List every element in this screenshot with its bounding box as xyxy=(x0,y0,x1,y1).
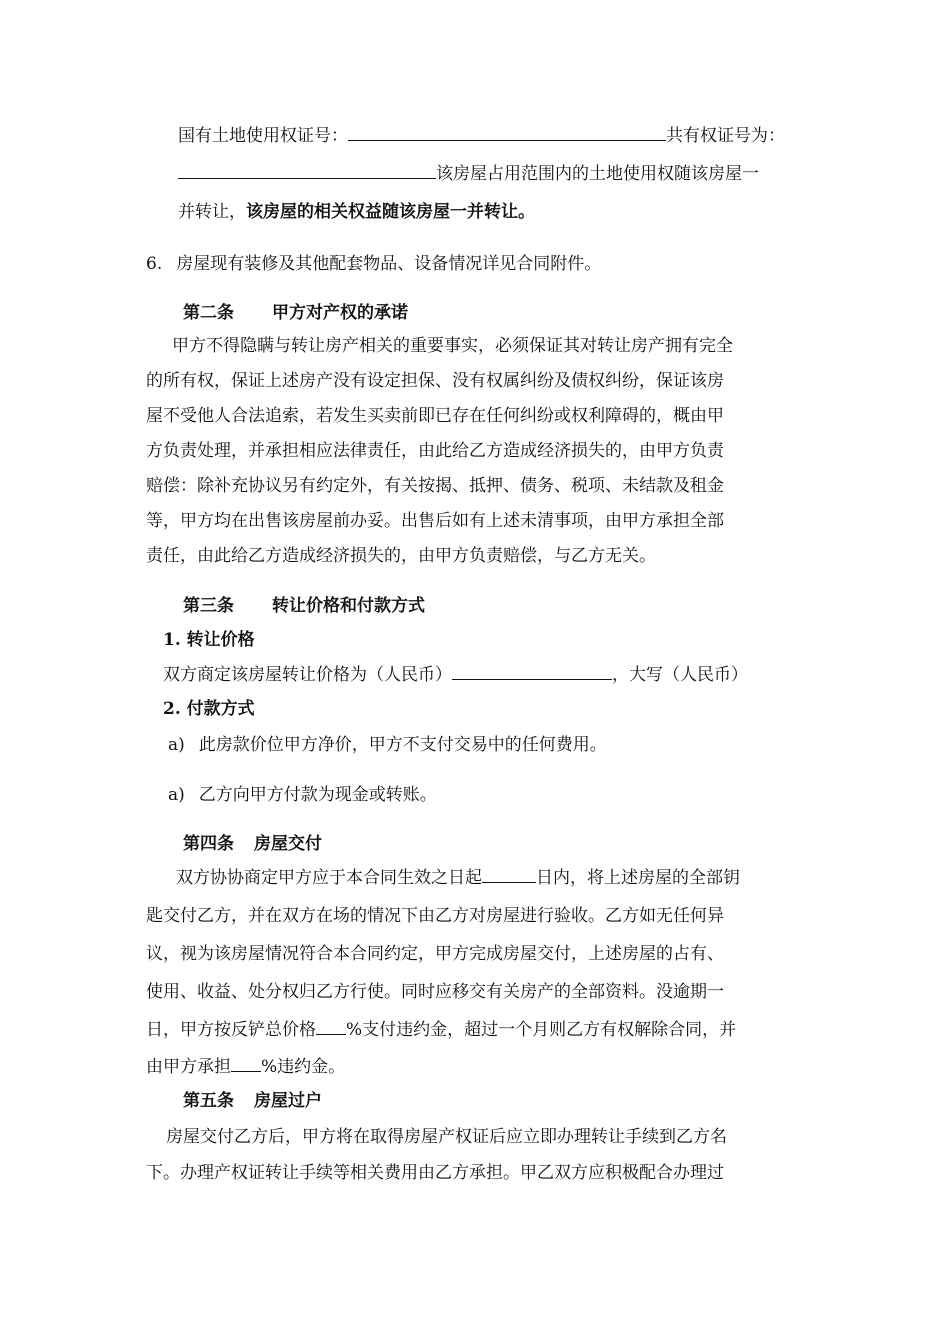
payment-item-2-mark: a) xyxy=(168,785,185,805)
penalty-prefix: 日，甲方按反铲总价格 xyxy=(146,1020,316,1040)
price-suffix: ，大写（人民币） xyxy=(612,665,748,685)
article-3-sub-2: 2. 付款方式 xyxy=(163,699,255,719)
article-4-line-5 xyxy=(146,1018,736,1042)
item-6-number: 6. xyxy=(146,254,163,274)
land-cert-blank[interactable] xyxy=(348,124,666,141)
payment-item-1 xyxy=(168,733,607,757)
article-5-heading xyxy=(183,1089,322,1113)
transfer-bold-text: 该房屋的相关权益随该房屋一并转让。 xyxy=(246,202,535,222)
coown-cert-label: 共有权证号为： xyxy=(666,126,785,146)
payment-item-2-text: 乙方向甲方付款为现金或转账。 xyxy=(198,785,437,805)
article-4-line-3: 议，视为该房屋情况符合本合同约定，甲方完成房屋交付，上述房屋的占有、 xyxy=(146,944,724,964)
penalty2-rate-blank[interactable] xyxy=(231,1055,261,1072)
penalty-rate-blank[interactable] xyxy=(316,1018,346,1035)
article-2-line-1: 甲方不得隐瞒与转让房产相关的重要事实，必须保证其对转让房产拥有完全 xyxy=(172,336,733,356)
delivery-days-prefix: 双方协协商定甲方应于本合同生效之日起 xyxy=(176,868,482,888)
payment-item-2 xyxy=(168,783,437,807)
article-3-sub-1: 1. 转让价格 xyxy=(163,630,255,650)
delivery-days-suffix: 日内，将上述房屋的全部钥 xyxy=(536,868,740,888)
article-5-line-2: 下。办理产权证转让手续等相关费用由乙方承担。甲乙双方应积极配合办理过 xyxy=(146,1163,724,1183)
land-cert-label: 国有土地使用权证号： xyxy=(178,126,348,146)
land-cert-line xyxy=(178,124,785,148)
article-2-line-3: 屋不受他人合法追索，若发生买卖前即已存在任何纠纷或权利障碍的，概由甲 xyxy=(146,406,724,426)
article-3-title: 转让价格和付款方式 xyxy=(272,596,425,616)
penalty-mid: %支付违约金，超过一个月则乙方有权解除合同，并 xyxy=(346,1020,737,1040)
delivery-days-blank[interactable] xyxy=(482,866,536,883)
item-6 xyxy=(146,252,601,276)
payment-item-1-text: 此房款价位甲方净价，甲方不支付交易中的任何费用。 xyxy=(198,735,607,755)
article-2-line-5: 赔偿：除补充协议另有约定外，有关按揭、抵押、债务、税项、未结款及租金 xyxy=(146,476,724,496)
price-blank[interactable] xyxy=(452,663,612,680)
article-2-line-4: 方负责处理，并承担相应法律责任，由此给乙方造成经济损失的，由甲方负责 xyxy=(146,441,724,461)
price-prefix: 双方商定该房屋转让价格为（人民币） xyxy=(163,665,452,685)
land-use-line xyxy=(178,162,759,186)
article-5-number: 第五条 xyxy=(183,1091,234,1111)
article-5-title: 房屋过户 xyxy=(254,1091,322,1111)
article-4-title: 房屋交付 xyxy=(254,834,322,854)
article-2-line-7: 责任，由此给乙方造成经济损失的，由甲方负责赔偿，与乙方无关。 xyxy=(146,546,656,566)
land-use-follow-text: 该房屋占用范围内的土地使用权随该房屋一 xyxy=(436,164,759,184)
article-4-line-1 xyxy=(176,866,740,890)
article-2-heading xyxy=(183,301,408,325)
article-2-line-6: 等，甲方均在出售该房屋前办妥。出售后如有上述未清事项，由甲方承担全部 xyxy=(146,511,724,531)
article-4-number: 第四条 xyxy=(183,834,234,854)
article-3-heading xyxy=(183,594,425,618)
transfer-line xyxy=(178,200,535,224)
article-2-title: 甲方对产权的承诺 xyxy=(272,303,408,323)
penalty2-suffix: %违约金。 xyxy=(261,1057,346,1077)
article-4-line-6 xyxy=(146,1055,345,1079)
coown-cert-blank[interactable] xyxy=(178,162,436,179)
price-line xyxy=(163,663,748,687)
penalty2-prefix: 由甲方承担 xyxy=(146,1057,231,1077)
article-4-line-2: 匙交付乙方，并在双方在场的情况下由乙方对房屋进行验收。乙方如无任何异 xyxy=(146,906,724,926)
transfer-prefix: 并转让， xyxy=(178,202,246,222)
article-4-heading xyxy=(183,832,322,856)
article-4-line-4: 使用、收益、处分权归乙方行使。同时应移交有关房产的全部资料。没逾期一 xyxy=(146,982,724,1002)
article-2-line-2: 的所有权，保证上述房产没有设定担保、没有权属纠纷及债权纠纷，保证该房 xyxy=(146,371,724,391)
article-5-line-1: 房屋交付乙方后，甲方将在取得房屋产权证后应立即办理转让手续到乙方名 xyxy=(166,1127,727,1147)
article-3-number: 第三条 xyxy=(183,596,234,616)
payment-item-1-mark: a) xyxy=(168,735,185,755)
item-6-text: 房屋现有装修及其他配套物品、设备情况详见合同附件。 xyxy=(176,254,602,274)
article-2-number: 第二条 xyxy=(183,303,234,323)
